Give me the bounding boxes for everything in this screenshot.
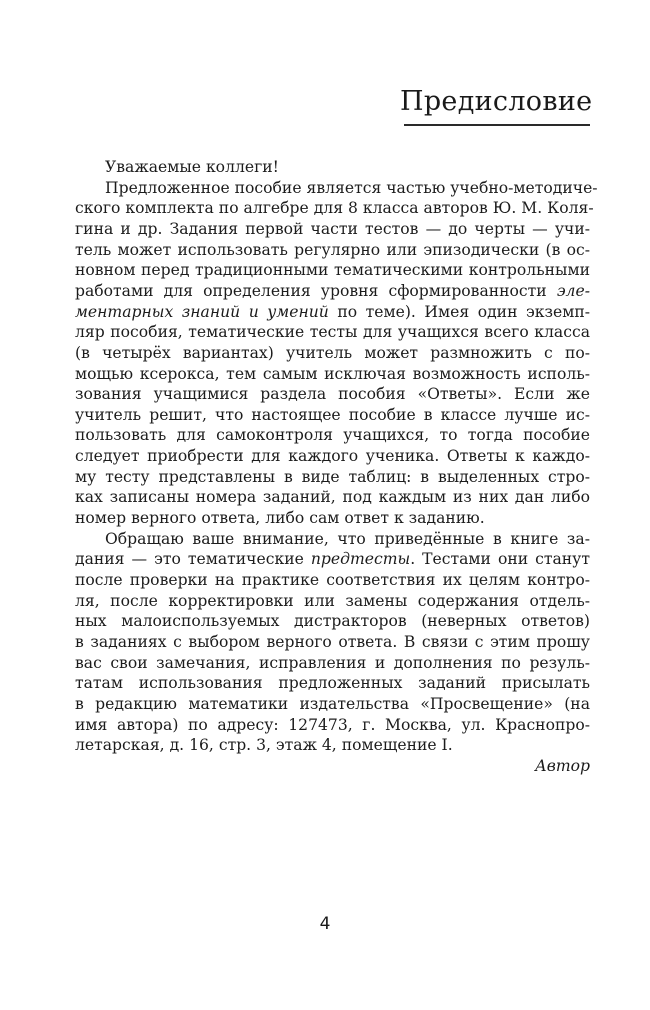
text-line: летарская, д. 16, стр. 3, этаж 4, помещение I.	[75, 736, 453, 755]
text-line: ных малоиспользуемых дистракторов (неверных ответов)	[75, 612, 590, 631]
text-line: номер верного ответа, либо сам ответ к заданию.	[75, 509, 485, 528]
text-line: после проверки на практике соответствия их целям контро-	[75, 571, 590, 589]
text-line: мощью ксерокса, тем самым исключая возможность исполь-	[75, 364, 590, 383]
text-line: имя автора) по адресу: 127473, г. Москва, ул. Краснопро-	[75, 715, 590, 734]
text-line: (в четырёх вариантах) учитель может размножить с по-	[75, 343, 590, 362]
author-signature: Автор	[534, 756, 590, 775]
heading-container	[400, 84, 593, 120]
text-line: учитель решит, что настоящее пособие в классе лучше ис-	[75, 405, 590, 424]
text-line: ляр пособия, тематические тесты для учащихся всего класса	[75, 323, 590, 342]
text-line: работами для определения уровня сформированности эле-	[75, 281, 590, 300]
text-line: ского комплекта по алгебре для 8 класса авторов Ю. М. Коля-	[75, 199, 594, 218]
text-line: Обращаю ваше внимание, что приведённые в книге за-	[105, 529, 590, 548]
text-line: ках записаны номера заданий, под каждым из них дан либо	[75, 488, 590, 507]
italic-emphasis: ментарных знаний и умений	[75, 302, 329, 321]
italic-emphasis: эле-	[556, 281, 590, 300]
text-line: ля, после корректировки или замены содержания отдель-	[75, 591, 590, 610]
text-line: вас свои замечания, исправления и дополнения по резуль-	[75, 653, 590, 672]
text-line: дания — это тематические предтесты. Тестами они станут	[75, 550, 590, 569]
italic-emphasis: предтесты	[310, 550, 411, 569]
text-line: в редакцию математики издательства «Просвещение» (на	[75, 694, 590, 713]
page-number: 4	[319, 914, 331, 934]
text-line: новном перед традиционными тематическими контрольными	[75, 261, 590, 280]
text-line: в заданиях с выбором верного ответа. В связи с этим прошу	[75, 632, 590, 651]
text-line: тель может использовать регулярно или эпизодически (в ос-	[75, 240, 590, 259]
text-line: зования учащимися раздела пособия «Ответы». Если же	[75, 385, 590, 404]
text-line: му тесту представлены в виде таблиц: в выделенных стро-	[75, 467, 590, 486]
text-line: гина и др. Задания первой части тестов — до черты — учи-	[75, 219, 590, 238]
title-underline	[404, 124, 590, 126]
text-line: пользовать для самоконтроля учащихся, то тогда пособие	[75, 426, 590, 445]
text-line: татам использования предложенных заданий присылать	[75, 674, 590, 693]
page-title: Предисловие	[400, 86, 593, 117]
text-line: следует приобрести для каждого ученика. Ответы к каждо-	[75, 447, 590, 466]
greeting: Уважаемые коллеги!	[105, 158, 279, 176]
text-line: Предложенное пособие является частью учебно-методиче-	[105, 178, 598, 197]
text-line: ментарных знаний и умений по теме). Имея один экземп-	[75, 302, 590, 321]
